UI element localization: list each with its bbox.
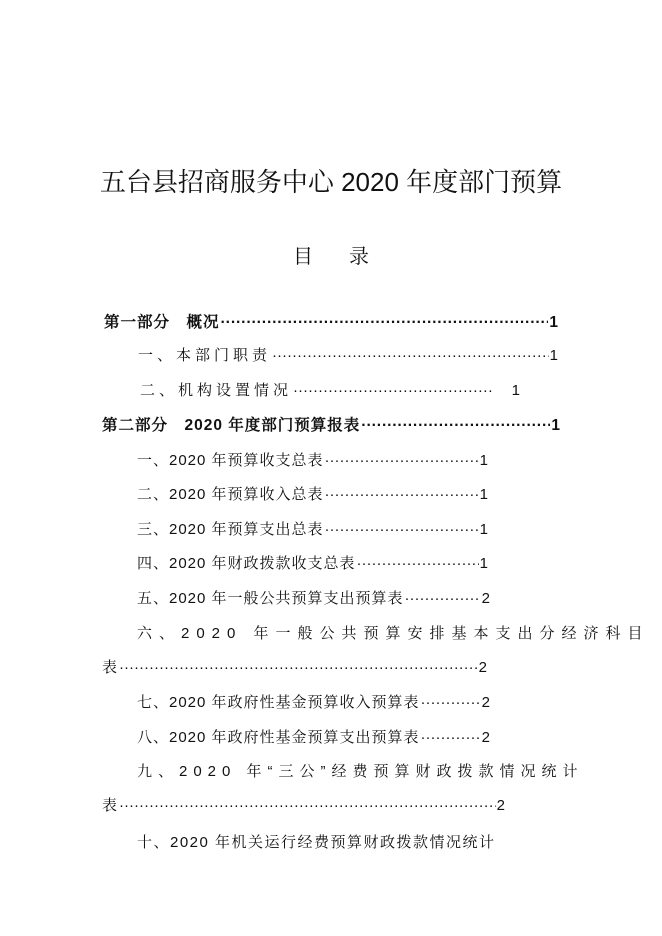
toc-entry-text: 六、2020 年一般公共预算安排基本支出分经济科目 xyxy=(137,625,650,642)
toc-entry[interactable] xyxy=(137,519,488,541)
dot-leader xyxy=(119,795,496,817)
toc-entry[interactable] xyxy=(137,588,490,610)
dot-leader xyxy=(221,312,549,334)
toc-entry-line1[interactable] xyxy=(137,623,650,645)
toc-page-number: 1 xyxy=(511,382,520,399)
dot-leader xyxy=(272,345,549,367)
dot-leader xyxy=(421,692,481,714)
toc-entry-text: 十、2020 年机关运行经费预算财政拨款情况统计 xyxy=(137,834,496,851)
toc-entry-text: 九、2020 年“三公”经费预算财政拨款情况统计 xyxy=(137,763,584,780)
toc-page-number: 2 xyxy=(478,659,487,676)
dot-leader xyxy=(325,450,479,472)
toc-entry-text: 四、2020 年财政拨款收支总表 xyxy=(137,555,356,572)
toc-heading-char: 目 xyxy=(293,246,313,268)
dot-leader xyxy=(357,553,479,575)
toc-entry-part2[interactable] xyxy=(102,415,560,437)
toc-entry[interactable] xyxy=(140,380,520,402)
toc-page-number: 1 xyxy=(479,521,488,538)
dot-leader xyxy=(293,380,494,402)
toc-entry-text: 一、2020 年预算收支总表 xyxy=(137,452,324,469)
toc-entry-line1[interactable] xyxy=(137,761,584,783)
toc-entry[interactable] xyxy=(138,345,558,367)
toc-page-number: 1 xyxy=(479,555,488,572)
toc-entry-text: 八、2020 年政府性基金预算支出预算表 xyxy=(137,729,420,746)
toc-entry[interactable] xyxy=(137,484,488,506)
toc-entry-text: 七、2020 年政府性基金预算收入预算表 xyxy=(137,694,420,711)
dot-leader xyxy=(325,519,479,541)
toc-page-number: 2 xyxy=(481,590,490,607)
dot-leader xyxy=(421,727,481,749)
dot-leader xyxy=(405,588,481,610)
dot-leader xyxy=(361,415,550,437)
toc-page-number: 1 xyxy=(479,486,488,503)
toc-entry[interactable] xyxy=(137,450,488,472)
toc-entry-text: 第一部分 概况 xyxy=(104,314,220,331)
toc-entry-text: 五、2020 年一般公共预算支出预算表 xyxy=(137,590,404,607)
toc-page-number: 1 xyxy=(549,347,558,364)
toc-entry-line2[interactable] xyxy=(102,795,505,817)
toc-page-number: 1 xyxy=(551,417,560,434)
toc-entry[interactable] xyxy=(137,727,490,749)
dot-leader xyxy=(119,657,478,679)
toc-entry-text: 三、2020 年预算支出总表 xyxy=(137,521,324,538)
toc-entry-text: 二、机构设置情况 xyxy=(140,382,293,399)
toc-entry-text: 一、本部门职责 xyxy=(138,347,272,364)
toc-entry-line2[interactable] xyxy=(102,657,487,679)
toc-heading xyxy=(0,240,662,269)
toc-entry-text: 二、2020 年预算收入总表 xyxy=(137,486,324,503)
document-title: 五台县招商服务中心 2020 年度部门预算 xyxy=(99,167,563,197)
toc-entry[interactable] xyxy=(137,692,490,714)
dot-leader xyxy=(325,484,479,506)
toc-page-number: 1 xyxy=(479,452,488,469)
toc-entry[interactable] xyxy=(137,553,488,575)
toc-entry-text: 表 xyxy=(102,797,119,814)
toc-heading-char: 录 xyxy=(349,246,369,268)
toc-page-number: 1 xyxy=(549,314,558,331)
toc-entry[interactable] xyxy=(137,832,557,854)
toc-page-number: 2 xyxy=(496,797,505,814)
toc-page-number: 2 xyxy=(481,729,490,746)
toc-entry-text: 第二部分 2020 年度部门预算报表 xyxy=(102,417,361,434)
toc-page-number: 2 xyxy=(481,694,490,711)
toc-entry-part1[interactable] xyxy=(104,312,558,334)
toc-entry-text: 表 xyxy=(102,659,119,676)
